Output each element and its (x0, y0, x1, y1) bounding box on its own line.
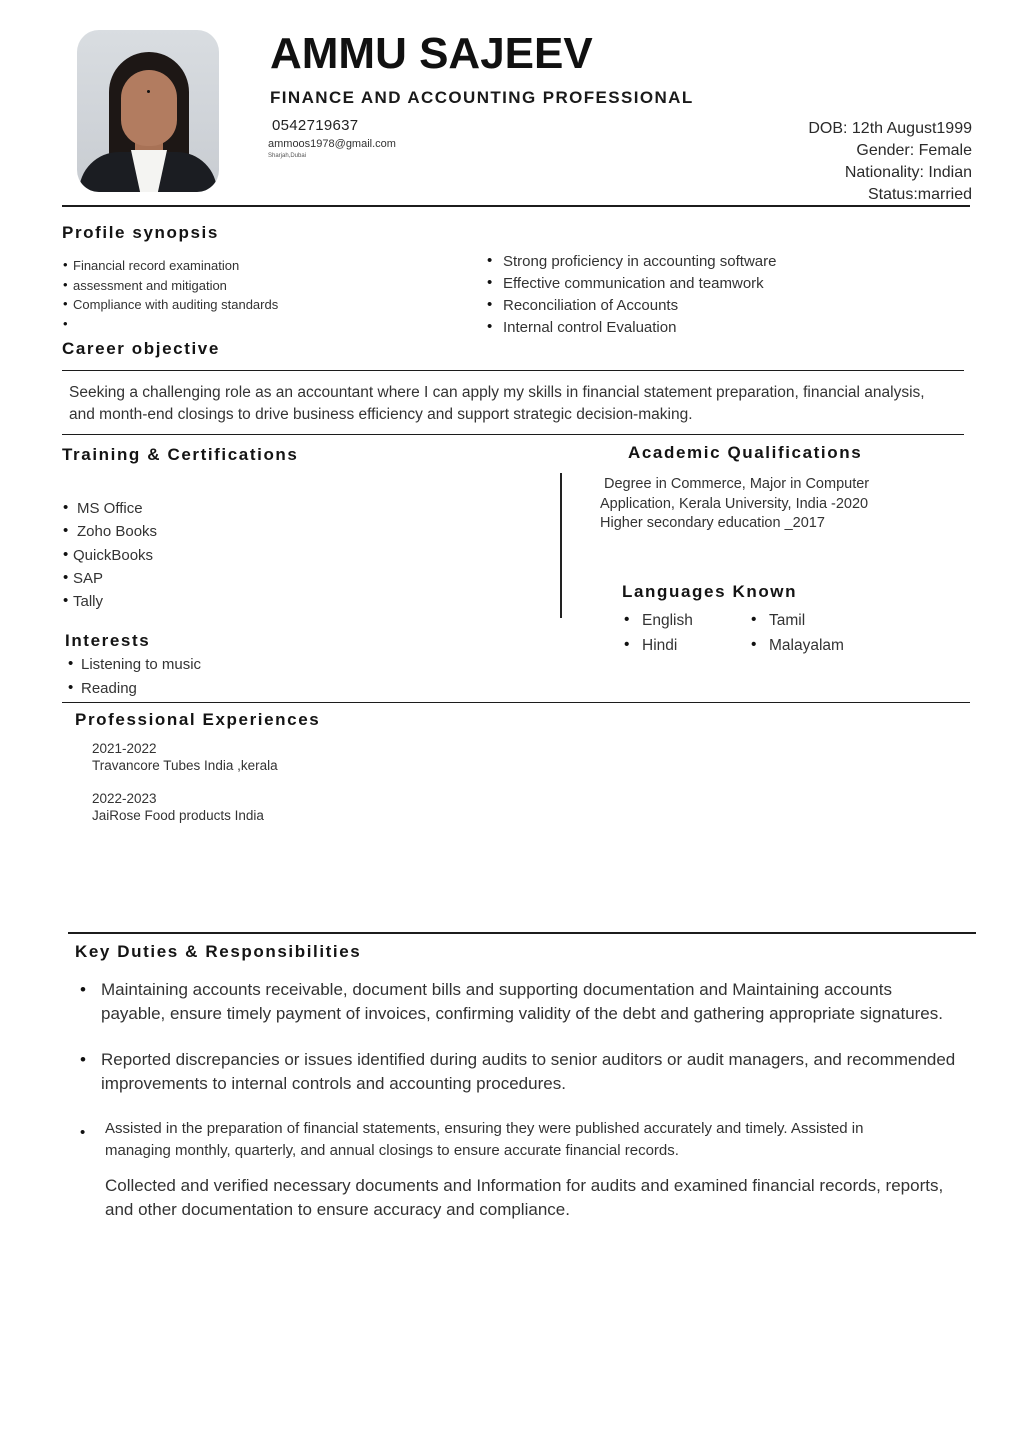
experience-entry (92, 790, 278, 824)
column-divider (560, 473, 562, 618)
gender: Gender: Female (856, 142, 972, 159)
language-item: • Malayalam (749, 633, 844, 658)
academic-heading: Academic Qualifications (628, 443, 863, 462)
profile-heading: Profile synopsis (62, 223, 219, 242)
experience-company: JaiRose Food products India (92, 808, 264, 823)
experience-years: 2021-2022 (92, 741, 157, 756)
list-item: • Reading (68, 677, 201, 701)
list-item: • Effective communication and teamwork (484, 273, 776, 295)
academic-line: Higher secondary education _2017 (600, 515, 825, 531)
duty-item (78, 978, 958, 1025)
experience-years: 2022-2023 (92, 791, 157, 806)
career-heading: Career objective (62, 339, 220, 358)
phone-number: 0542719637 (272, 117, 359, 134)
duties-list (78, 978, 958, 1244)
duty-text: Collected and verified necessary documents and Information for audits and examined financial records, reports, and other documentation to ensure accuracy and compliance. (105, 1176, 944, 1219)
list-item: • assessment and mitigation (63, 276, 278, 296)
career-objective-text: Seeking a challenging role as an accountant where I can apply my skills in financial statement preparation, financial analysis, and month-end closings to drive business efficiency and support strategic decision-making. (69, 384, 925, 423)
profile-photo (77, 30, 219, 192)
duty-text: Reported discrepancies or issues identified during audits to senior auditors or audit managers, and recommended improvements to internal controls and accounting procedures. (101, 1050, 956, 1093)
list-item (63, 315, 278, 335)
bullet-icon: • (80, 980, 86, 999)
list-item: • Zoho Books (63, 520, 157, 543)
list-item: • Strong proficiency in accounting software (484, 251, 776, 273)
list-item: • MS Office (63, 497, 157, 520)
language-item: • Tamil (749, 608, 844, 633)
interests-list (68, 653, 201, 701)
duty-item (78, 1118, 958, 1162)
experience-company: Travancore Tubes India ,kerala (92, 758, 278, 773)
list-item: • Reconciliation of Accounts (484, 295, 776, 317)
bullet-icon: • (80, 1050, 86, 1069)
list-item: • Tally (63, 590, 157, 613)
interests-heading: Interests (65, 631, 151, 650)
job-title: FINANCE AND ACCOUNTING PROFESSIONAL (270, 88, 694, 107)
experience-list (92, 740, 278, 840)
personal-details (808, 118, 972, 206)
bullet-icon: • (80, 1124, 86, 1141)
email-address: ammoos1978@gmail.com (268, 138, 396, 150)
list-item: • Compliance with auditing standards (63, 295, 278, 315)
list-item: • Internal control Evaluation (484, 317, 776, 339)
languages-heading: Languages Known (622, 582, 798, 601)
language-item: • Hindi (622, 633, 693, 658)
academic-details (600, 475, 900, 534)
duty-item (78, 1048, 958, 1095)
dob: DOB: 12th August1999 (808, 120, 972, 137)
academic-line: Application, Kerala University, India -2020 (600, 495, 869, 512)
duty-extra (78, 1174, 958, 1221)
career-divider-top (62, 370, 964, 371)
duty-text: Maintaining accounts receivable, document bills and supporting documentation and Maintaining accounts payable, ensure timely payment of invoices, confirming validity of the debt and gathering appropriate signatures. (101, 980, 943, 1023)
experience-heading: Professional Experiences (75, 710, 321, 729)
list-item: • Listening to music (68, 653, 201, 677)
marital-status: Status:married (867, 186, 972, 203)
header-divider (62, 205, 970, 207)
profile-list-left (63, 256, 278, 334)
academic-line: Degree in Commerce, Major in Computer (604, 476, 870, 492)
duties-heading: Key Duties & Responsibilities (75, 942, 362, 961)
career-divider-bottom (62, 434, 964, 435)
languages-col-2 (749, 608, 844, 658)
list-item: • QuickBooks (63, 544, 157, 567)
experience-entry (92, 740, 278, 774)
candidate-name: AMMU SAJEEV (270, 29, 593, 78)
training-heading: Training & Certifications (62, 445, 299, 464)
language-item: • English (622, 608, 693, 633)
experience-divider (62, 702, 970, 703)
training-list (63, 497, 157, 613)
location: Sharjah,Dubai (268, 153, 307, 159)
profile-list-right (484, 251, 776, 339)
list-item: • Financial record examination (63, 256, 278, 276)
duty-text: Assisted in the preparation of financial statements, ensuring they were published accurately and timely. Assisted in managing monthly, quarterly, and annual closings to ensure accurate financial records. (105, 1120, 864, 1159)
nationality: Nationality: Indian (844, 164, 972, 181)
duties-divider (68, 932, 976, 934)
list-item: • SAP (63, 567, 157, 590)
languages-col-1 (622, 608, 693, 658)
